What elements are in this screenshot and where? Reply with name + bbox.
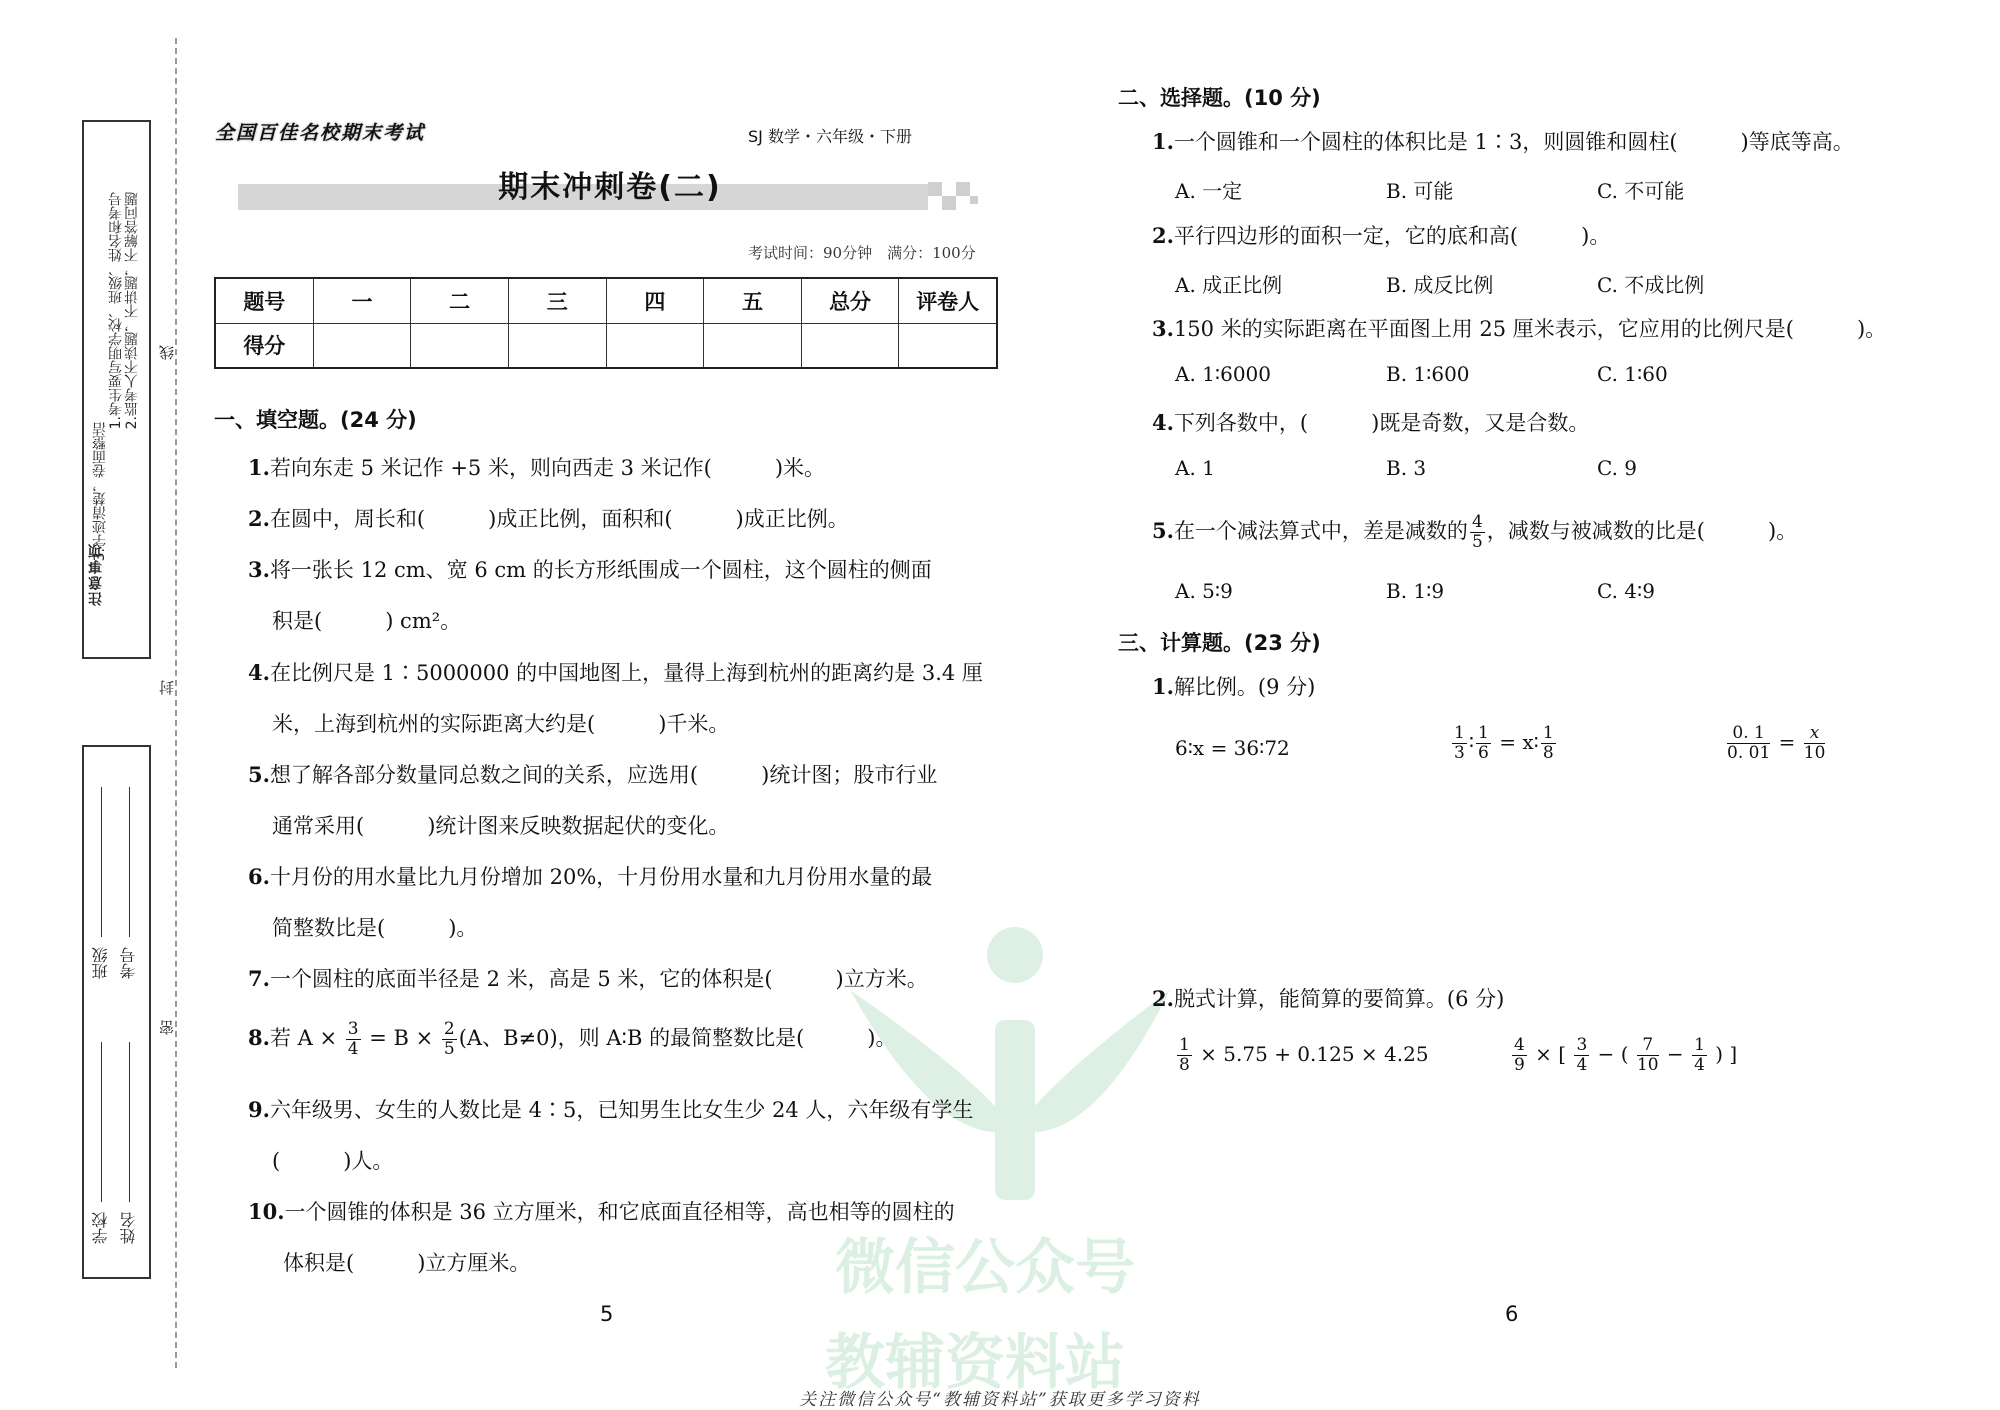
field-number-label: 考号 [119, 947, 138, 979]
question-text: 若向东走 5 米记作 +5 米，则向西走 3 米记作( )米。 [269, 456, 826, 480]
proportion-eq-1: 6∶x = 36∶72 [1175, 736, 1290, 760]
fraction [1692, 1036, 1707, 1075]
question-text: 一个圆柱的底面半径是 2 米，高是 5 米，它的体积是( )立方米。 [269, 967, 928, 991]
question-number: 10. [248, 1199, 285, 1224]
fraction-numerator: 1 [1179, 1035, 1190, 1055]
question-text: 一个圆锥和一个圆柱的体积比是 1∶3，则圆锥和圆柱( )等底等高。 [1173, 130, 1854, 154]
fraction [442, 1020, 457, 1059]
fraction-denominator: 3 [1454, 743, 1465, 763]
fraction [1177, 1036, 1192, 1075]
option-c[interactable]: C. 不成比例 [1597, 273, 1705, 297]
fill-question-cont [272, 813, 729, 839]
proportion-eq-3 [1725, 724, 1827, 763]
question-number: 2. [1152, 223, 1174, 248]
option-b[interactable]: B. 成反比例 [1386, 273, 1494, 297]
question-text: 想了解各部分数量同总数之间的关系，应选用( )统计图；股市行业 [269, 763, 938, 787]
fill-question [248, 1097, 973, 1123]
watermark-line2: 教辅资料站 [825, 1328, 1125, 1398]
subject-label: SJ 数学・六年级・下册 [748, 127, 912, 146]
score-cell[interactable] [313, 323, 411, 368]
proportion-eq-2: $\frac{1}{3}$ ∶ $\frac{1}{6}$ = x∶ $\frac{1}{8}$ [1454, 723, 1554, 763]
score-table-score-row [215, 323, 997, 368]
fraction-numerator: 1 [1542, 723, 1554, 743]
score-cell[interactable] [508, 323, 606, 368]
field-number-line[interactable] [129, 787, 130, 937]
fraction [1452, 724, 1467, 763]
choice-question-5 [1152, 513, 1797, 552]
title-bar-pattern [956, 182, 970, 196]
question-text: 平行四边形的面积一定，它的底和高( )。 [1173, 224, 1611, 248]
score-header-cell: 三 [508, 278, 606, 323]
fraction [1804, 724, 1826, 763]
score-cell[interactable] [411, 323, 509, 368]
equation-text: = x∶ [1492, 730, 1539, 754]
question-number: 4. [248, 660, 270, 685]
question-number: 3. [1152, 316, 1174, 341]
score-header-cell: 四 [606, 278, 704, 323]
expression-text: × [ [1528, 1042, 1573, 1066]
option-c[interactable]: C. 4∶9 [1597, 579, 1655, 603]
fill-question [248, 506, 849, 532]
score-cell[interactable] [704, 323, 802, 368]
field-class-line[interactable] [101, 787, 102, 937]
fill-question-cont [283, 1250, 530, 1276]
score-header-cell: 评卷人 [899, 278, 997, 323]
section1-title: 一、填空题。(24 分) [214, 408, 417, 432]
fraction-denominator: 10 [1636, 1055, 1659, 1075]
option-a[interactable]: A. 5∶9 [1175, 579, 1233, 603]
fraction-denominator: 8 [1542, 743, 1554, 763]
fraction-numerator: 0. 1 [1727, 724, 1770, 744]
fill-question-cont [272, 608, 461, 634]
fraction-denominator: 0. 01 [1727, 743, 1771, 763]
score-header-cell: 二 [411, 278, 509, 323]
fraction-numerator: 7 [1637, 1036, 1659, 1056]
score-table-header-row [215, 278, 997, 323]
notice-item-1: 1.考生要写明学校、班级、姓名和考号 [108, 192, 124, 430]
title-bar-pattern [970, 196, 978, 204]
fill-question-cont [272, 915, 477, 941]
fill-question-cont [272, 711, 729, 737]
expression-text: ) ] [1708, 1042, 1738, 1066]
binding-dashed-line [175, 38, 177, 1368]
fill-question [248, 660, 983, 686]
fraction-numerator: 4 [1471, 512, 1483, 532]
question-text: 若 A × [269, 1026, 344, 1050]
field-name-label: 姓名 [119, 1212, 138, 1244]
question-text: 在圆中，周长和( )成正比例，面积和( )成正比例。 [269, 507, 849, 531]
calc-subquestion-1 [1152, 674, 1315, 700]
brand-logo-text: 全国百佳名校期末考试 [215, 122, 426, 144]
score-row-label: 得分 [215, 323, 313, 368]
score-header-cell: 题号 [215, 278, 313, 323]
expression-text: × 5.75 + 0.125 × 4.25 [1193, 1042, 1429, 1066]
student-info-box [82, 745, 151, 1279]
title-bar-pattern [942, 196, 956, 210]
fill-question [248, 864, 932, 890]
section3-title: 三、计算题。(23 分) [1118, 631, 1321, 655]
fill-question-cont [272, 1148, 393, 1174]
option-a[interactable]: A. 一定 [1175, 179, 1243, 203]
question-number: 7. [248, 966, 270, 991]
score-cell[interactable] [606, 323, 704, 368]
option-c[interactable]: C. 1∶60 [1597, 362, 1668, 386]
notice-box [82, 120, 151, 659]
question-text: 下列各数中，( )既是奇数，又是合数。 [1173, 411, 1590, 435]
question-text: 简整数比是( )。 [272, 916, 478, 940]
question-text: 解比例。(9 分) [1173, 675, 1316, 699]
question-number: 5. [1152, 518, 1174, 543]
question-number: 3. [248, 557, 270, 582]
question-text: 积是( ) cm²。 [272, 609, 462, 633]
fraction-denominator: 9 [1514, 1055, 1525, 1075]
option-a[interactable]: A. 1 [1175, 456, 1215, 480]
fraction-denominator: 4 [1576, 1055, 1588, 1075]
fraction-denominator: 10 [1803, 743, 1826, 763]
choice-question [1152, 316, 1886, 342]
fraction-numerator: 4 [1514, 1035, 1525, 1055]
fraction-denominator: 5 [1471, 532, 1483, 552]
fraction [1637, 1036, 1659, 1075]
fraction [1470, 513, 1485, 552]
fraction-denominator: 4 [1694, 1055, 1705, 1075]
fraction-numerator: 3 [1576, 1035, 1588, 1055]
footer-note: 关注微信公众号“教辅资料站”获取更多学习资料 [799, 1390, 1201, 1410]
page-number-left: 5 [600, 1302, 614, 1326]
field-class-label: 班级 [91, 947, 110, 979]
calc-expression-1 [1175, 1036, 1429, 1075]
option-b[interactable]: B. 1∶600 [1386, 362, 1470, 386]
fraction [1476, 724, 1491, 763]
fill-question [248, 966, 928, 992]
fraction-numerator: 2 [443, 1019, 455, 1039]
option-c[interactable]: C. 9 [1597, 456, 1638, 480]
question-number: 2. [248, 506, 270, 531]
fraction-numerator: 1 [1454, 723, 1465, 743]
title-bar-pattern [928, 182, 942, 196]
exam-info: 考试时间：90分钟 满分：100分 [748, 244, 976, 262]
fill-question [248, 1199, 955, 1225]
fraction [1727, 724, 1770, 763]
option-b[interactable]: B. 可能 [1386, 179, 1454, 203]
fraction [346, 1020, 361, 1059]
expression-text: − ( [1591, 1042, 1635, 1066]
mark-mi: 密 [158, 1020, 176, 1035]
fraction-denominator: 4 [347, 1039, 359, 1059]
fill-question [248, 762, 937, 788]
section2-title: 二、选择题。(10 分) [1118, 86, 1321, 110]
question-text: 在一个减法算式中，差是减数的 [1173, 519, 1468, 543]
fraction-denominator: 8 [1179, 1055, 1190, 1075]
question-number: 2. [1152, 986, 1174, 1011]
question-number: 1. [1152, 674, 1174, 699]
question-text: 六年级男、女生的人数比是 4∶5，已知男生比女生少 24 人，六年级有学生 [269, 1098, 974, 1122]
calc-expression-2 [1510, 1036, 1737, 1075]
choice-question [1152, 223, 1610, 249]
question-text: = B × [362, 1026, 440, 1050]
score-table [214, 277, 998, 369]
fraction [1512, 1036, 1527, 1075]
option-a[interactable]: A. 1∶6000 [1175, 362, 1271, 386]
question-number: 8. [248, 1025, 270, 1050]
option-c[interactable]: C. 不可能 [1597, 179, 1685, 203]
fraction-denominator: 5 [443, 1039, 455, 1059]
fraction-denominator: 6 [1478, 743, 1489, 763]
notice-item-2: 2.监考人不读题，不讲题，不解答问题 [124, 192, 140, 430]
question-text: 在比例尺是 1∶5000000 的中国地图上，量得上海到杭州的距离约是 3.4 厘 [269, 661, 983, 685]
question-number: 4. [1152, 410, 1174, 435]
question-text: 150 米的实际距离在平面图上用 25 厘米表示，它应用的比例尺是( )。 [1173, 317, 1887, 341]
question-number: 5. [248, 762, 270, 787]
score-header-cell: 总分 [801, 278, 899, 323]
field-school-line[interactable] [101, 1042, 102, 1202]
fill-question [248, 557, 932, 583]
question-text: ，减数与被减数的比是( )。 [1486, 519, 1798, 543]
watermark-line1: 微信公众号 [835, 1233, 1135, 1303]
question-number: 6. [248, 864, 270, 889]
notice-item-3: 3.字迹清楚，卷面整洁 [92, 422, 108, 562]
question-text: 十月份的用水量比九月份增加 20%，十月份用水量和九月份用水量的最 [269, 865, 933, 889]
equation-text: = [1772, 730, 1802, 754]
option-a[interactable]: A. 成正比例 [1175, 273, 1283, 297]
question-text: 通常采用( )统计图来反映数据起伏的变化。 [272, 814, 730, 838]
question-text: 脱式计算，能简算的要简算。(6 分) [1173, 987, 1505, 1011]
score-header-cell: 五 [704, 278, 802, 323]
choice-question [1152, 410, 1589, 436]
score-header-cell: 一 [313, 278, 411, 323]
notice-label: 注意事项 [88, 542, 104, 606]
fill-question [248, 455, 825, 481]
page-number-right: 6 [1505, 1302, 1519, 1326]
mark-xian: 线 [158, 345, 176, 360]
mark-feng: 封 [158, 680, 176, 695]
question-text: 一个圆锥的体积是 36 立方厘米，和它底面直径相等，高也相等的圆柱的 [284, 1200, 955, 1224]
question-text: ( )人。 [272, 1149, 394, 1173]
fraction [1541, 724, 1556, 763]
field-school-label: 学校 [91, 1212, 110, 1244]
question-text: (A、B≠0)，则 A∶B 的最简整数比是( )。 [458, 1026, 897, 1050]
option-b[interactable]: B. 1∶9 [1386, 579, 1445, 603]
question-text: 米，上海到杭州的实际距离大约是( )千米。 [272, 712, 730, 736]
calc-subquestion-2 [1152, 986, 1504, 1012]
fraction-numerator: 3 [347, 1019, 359, 1039]
score-cell[interactable] [899, 323, 997, 368]
question-text: 体积是( )立方厘米。 [283, 1251, 531, 1275]
fraction-numerator: 1 [1478, 723, 1489, 743]
fill-question-8 [248, 1020, 896, 1059]
field-name-line[interactable] [129, 1042, 130, 1202]
score-cell[interactable] [801, 323, 899, 368]
question-number: 9. [248, 1097, 270, 1122]
question-number: 1. [248, 455, 270, 480]
expression-text: − [1660, 1042, 1691, 1066]
fraction [1574, 1036, 1589, 1075]
question-text: 将一张长 12 cm、宽 6 cm 的长方形纸围成一个圆柱，这个圆柱的侧面 [269, 558, 932, 582]
fraction-numerator: 1 [1694, 1035, 1705, 1055]
fraction-numerator: x [1804, 724, 1826, 744]
page-title: 期末冲刺卷(二) [498, 170, 722, 205]
option-b[interactable]: B. 3 [1386, 456, 1427, 480]
choice-question [1152, 129, 1854, 155]
question-number: 1. [1152, 129, 1174, 154]
